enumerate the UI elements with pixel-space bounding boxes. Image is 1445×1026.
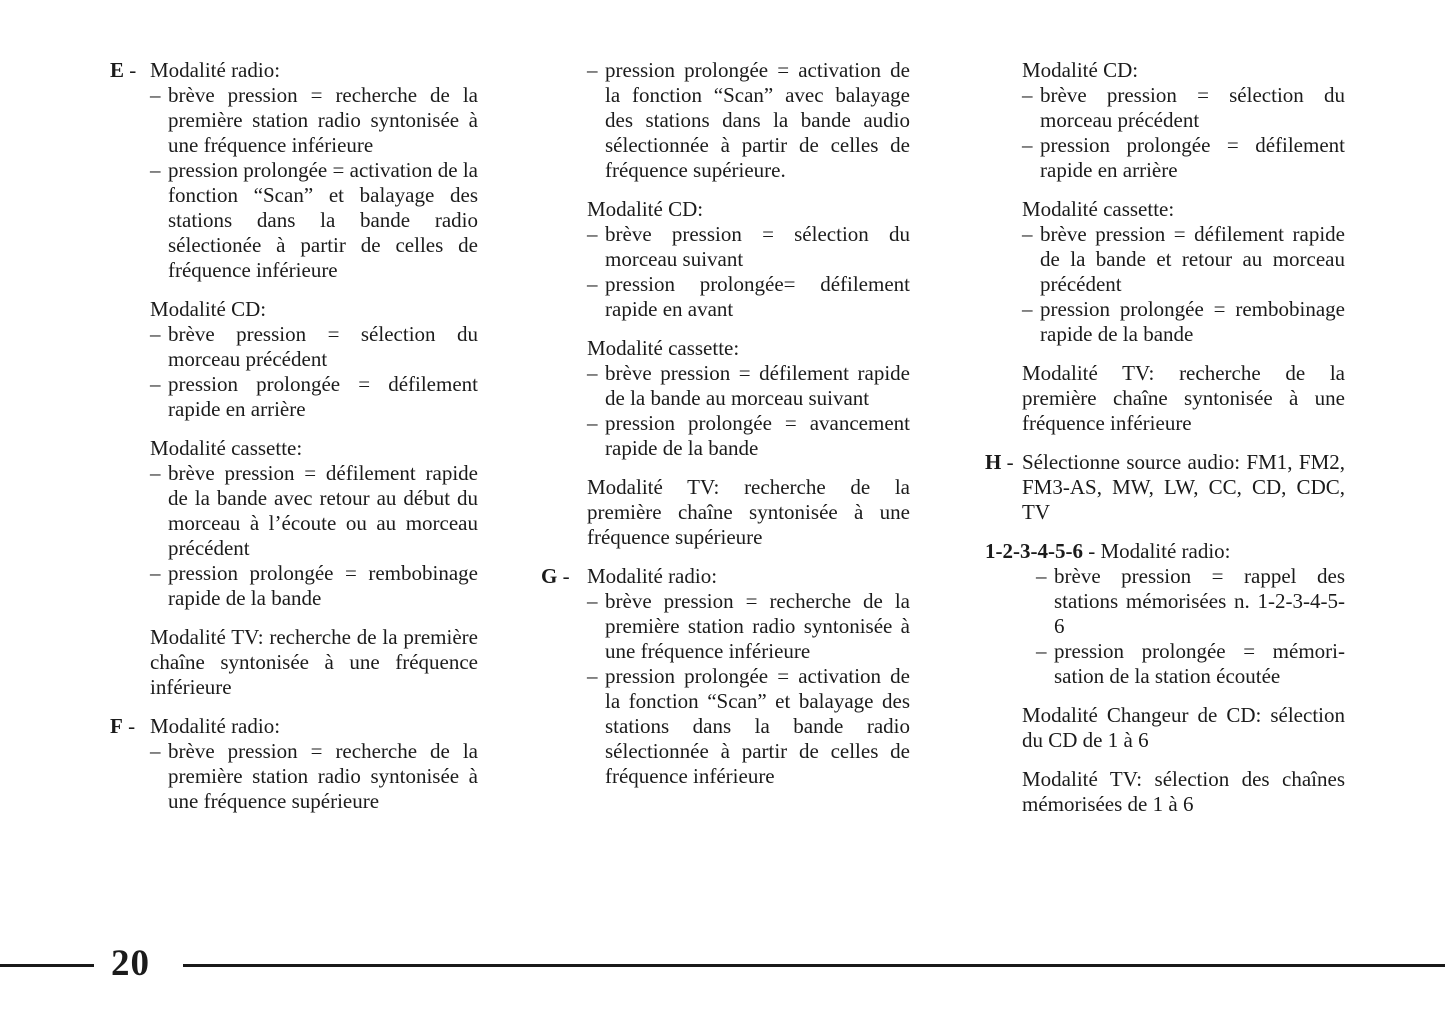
bullet-text: brève pression = recherche de la première station radio syntonisée à une fréquence supérieure [168, 739, 478, 813]
item-label: 1-2-3-4-5-6 [985, 539, 1083, 563]
bullet-text: brève pression = défilement rapide de la bande et retour au morceau précédent [1040, 222, 1345, 296]
paragraph-text: Modalité CD: [1022, 58, 1139, 82]
bullet-text: pression prolongée = défilement rapide en arrière [168, 372, 478, 421]
bullet-text: pression prolongée = mémorisation de la station écoutée [1054, 639, 1345, 688]
paragraph [541, 197, 910, 222]
bullet-dash-icon: – [587, 58, 598, 82]
paragraph-text: Modalité TV: sélection des chaînes mémorisées de 1 à 6 [1022, 767, 1345, 816]
bullet-text: pression prolongée = activation de la fonction “Scan” et balayage des stations dans la bande radio sélectionnée à partir de celles de fréquence inférieure [605, 664, 910, 788]
bullet-dash-icon: – [150, 561, 161, 585]
bullet-dash-icon: – [587, 222, 598, 246]
bullet-dash-icon: – [587, 361, 598, 385]
footer-rule-right [183, 964, 1445, 967]
item-labelwrap [541, 564, 587, 589]
bullet-item [985, 297, 1345, 347]
bullet-dash-icon: – [1022, 297, 1033, 321]
bullet-dash-icon: – [1022, 133, 1033, 157]
bullet-text: pression prolongée = rembobinage rapide de la bande [1040, 297, 1345, 346]
bullet-text: pression prolongée = avancement rapide de la bande [605, 411, 910, 460]
paragraph [985, 361, 1345, 436]
bullet-item [985, 133, 1345, 183]
bullet-item [985, 222, 1345, 297]
item-head [541, 564, 910, 589]
paragraph [985, 767, 1345, 817]
bullet-dash-icon: – [587, 664, 598, 688]
bullet-item [110, 739, 478, 814]
bullet-item [541, 411, 910, 461]
bullet-dash-icon: – [587, 411, 598, 435]
bullet-text: pression prolongée= défilement rapide en avant [605, 272, 910, 321]
bullet-item [541, 58, 910, 183]
bullet-dash-icon: – [150, 83, 161, 107]
bullet-item [110, 83, 478, 158]
paragraph [985, 197, 1345, 222]
item-title: Modalité radio: [587, 564, 718, 588]
bullet-dash-icon: – [1022, 222, 1033, 246]
bullet-text: brève pression = sélection du morceau suivant [605, 222, 910, 271]
bullet-dash-icon: – [587, 589, 598, 613]
item-labelwrap [110, 58, 150, 83]
bullet-text: brève pression = sélection du morceau précédent [1040, 83, 1345, 132]
text-column-3 [985, 58, 1345, 817]
bullet-text: pression prolongée = défilement rapide en arrière [1040, 133, 1345, 182]
bullet-item [985, 83, 1345, 133]
item-label: E [110, 58, 125, 82]
bullet-text: brève pression = recherche de la première station radio syntonisée à une fréquence inférieure [605, 589, 910, 663]
bullet-text: brève pression = défilement rapide de la bande au morceau suivant [605, 361, 910, 410]
bullet-item [541, 361, 910, 411]
text-column-1 [110, 58, 478, 814]
paragraph [541, 336, 910, 361]
bullet-text: pression prolongée = activation de la fonction “Scan” et balayage des stations dans la bande radio sélectionée à partir de celles de fréquence inférieure [168, 158, 478, 282]
item-title: Modalité radio: [150, 58, 281, 82]
bullet-dash-icon: – [150, 322, 161, 346]
bullet-dash-icon: – [150, 461, 161, 485]
paragraph-text: Modalité cassette: [587, 336, 740, 360]
bullet-item [541, 272, 910, 322]
item-label: G [541, 564, 558, 588]
label-separator: - [1082, 539, 1101, 563]
bullet-text: pression prolongée = activation de la fonction “Scan” avec balayage des stations dans la bande audio sélectionnée à partir de celles de fréquence supérieure. [605, 58, 910, 182]
paragraph-text: Modalité CD: [587, 197, 704, 221]
item-labelwrap [110, 714, 150, 739]
bullet-text: pression prolongée = rembobinage rapide de la bande [168, 561, 478, 610]
bullet-text: brève pression = rappel des stations mémorisées n. 1-2-3-4-5-6 [1054, 564, 1345, 638]
bullet-item [110, 158, 478, 283]
bullet-text: brève pression = sélection du morceau précédent [168, 322, 478, 371]
item-title: Modalité radio: [150, 714, 281, 738]
bullet-text: brève pression = recherche de la première station radio syntonisée à une fréquence inférieure [168, 83, 478, 157]
bullet-item [110, 372, 478, 422]
item-head [110, 58, 478, 83]
item-label: F [110, 714, 123, 738]
paragraph [541, 475, 910, 550]
bullet-item [541, 589, 910, 664]
bullet-dash-icon: – [587, 272, 598, 296]
label-separator: - [124, 58, 142, 82]
paragraph-text: Modalité CD: [150, 297, 267, 321]
bullet-item [110, 461, 478, 561]
bullet-dash-icon: – [1036, 639, 1047, 663]
paragraph [110, 436, 478, 461]
paragraph-text: Modalité cassette: [150, 436, 303, 460]
bullet-item [541, 664, 910, 789]
bullet-text: brève pression = défilement rapide de la bande avec retour au début du morceau à l’écoute ou au morceau précédent [168, 461, 478, 560]
label-separator: - [557, 564, 575, 588]
bullet-item [110, 561, 478, 611]
bullet-dash-icon: – [1022, 83, 1033, 107]
item-head [985, 450, 1345, 525]
paragraph [985, 703, 1345, 753]
bullet-item [999, 564, 1345, 639]
bullet-item [999, 639, 1345, 689]
bullet-item [541, 222, 910, 272]
paragraph [110, 297, 478, 322]
paragraph [985, 58, 1345, 83]
item-labelwrap [985, 450, 1022, 475]
label-separator: - [122, 714, 141, 738]
paragraph-text: Modalité TV: recherche de la première chaîne syntonisée à une fréquence inférieure [1022, 361, 1345, 435]
label-separator: - [1001, 450, 1019, 474]
paragraph-text: Modalité TV: recherche de la première chaîne syntonisée à une fréquence inférieure [150, 625, 478, 699]
footer-rule-left [0, 964, 94, 967]
paragraph-text: Modalité cassette: [1022, 197, 1175, 221]
bullet-dash-icon: – [150, 158, 161, 182]
bullet-item [110, 322, 478, 372]
item-head [985, 539, 1345, 564]
page-number: 20 [111, 943, 150, 984]
item-label: H [985, 450, 1002, 474]
item-title: Sélectionne source audio: FM1, FM2, FM3-AS, MW, LW, CC, CD, CDC, TV [1022, 450, 1345, 524]
bullet-dash-icon: – [1036, 564, 1047, 588]
text-column-2 [541, 58, 910, 789]
bullet-dash-icon: – [150, 739, 161, 763]
bullet-dash-icon: – [150, 372, 161, 396]
paragraph-text: Modalité Changeur de CD: sélection du CD de 1 à 6 [1022, 703, 1345, 752]
paragraph [110, 625, 478, 700]
item-head [110, 714, 478, 739]
item-labelwrap [985, 539, 1100, 564]
paragraph-text: Modalité TV: recherche de la première chaîne syntonisée à une fréquence supérieure [587, 475, 910, 549]
item-title: Modalité radio: [1100, 539, 1231, 563]
